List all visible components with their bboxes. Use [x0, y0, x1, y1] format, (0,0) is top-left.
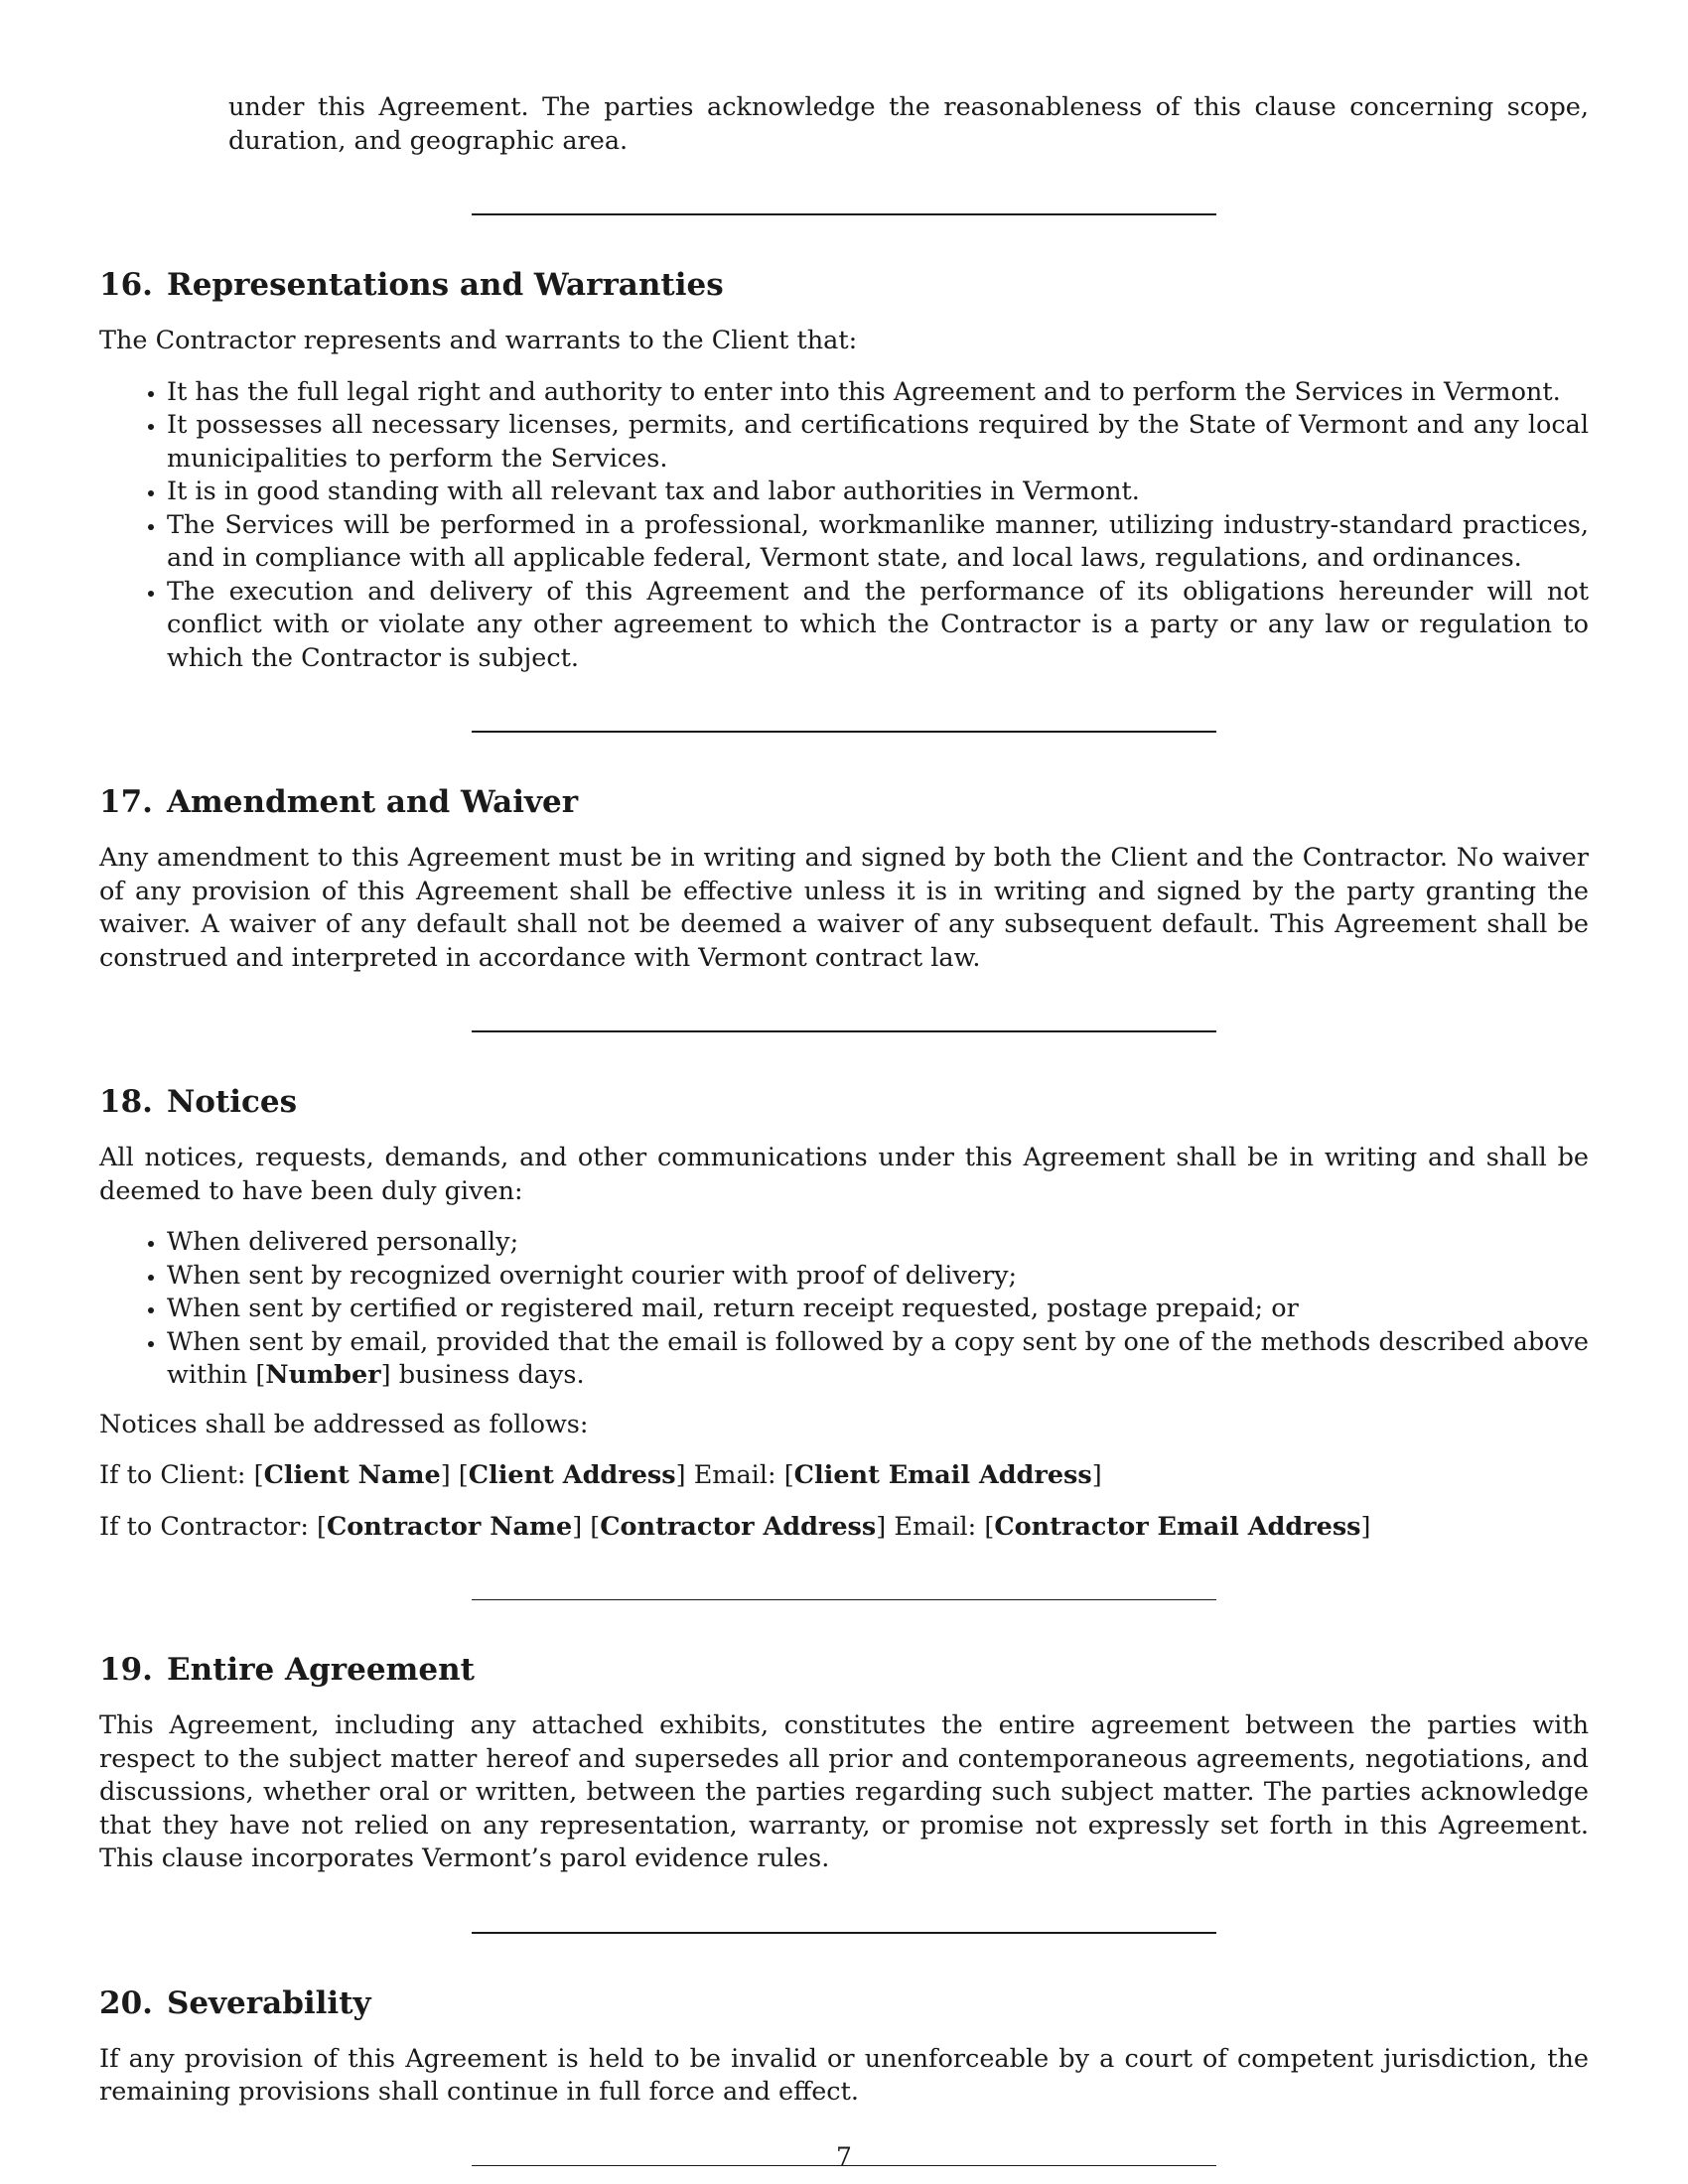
section-19-heading: [99, 1650, 1589, 1690]
section-title: Severability: [166, 1984, 371, 2021]
list-item: • When sent by recognized overnight courier with proof of delivery;: [167, 1260, 1589, 1294]
section-18-lead: All notices, requests, demands, and other communications under this Agreement shall be in writing and shall be deemed to have been duly given:: [99, 1143, 1589, 1206]
section-divider: [472, 731, 1216, 733]
section-number: 19.: [99, 1652, 153, 1688]
section-title: Notices: [166, 1084, 298, 1120]
contractor-notice-address: If to Contractor: [Contractor Name] [Contractor Address] Email: [Contractor Email Address]: [99, 1511, 1371, 1542]
section-divider: [472, 213, 1216, 215]
section-18-heading: [99, 1082, 1589, 1122]
placeholder-contractor-name: Contractor Name: [326, 1511, 573, 1542]
list-item: • The Services will be performed in a professional, workmanlike manner, utilizing industry-standard practices, and in compliance with all applicable federal, Vermont state, and local laws, regulations, and ordinances.: [167, 509, 1589, 576]
placeholder-client-email: Client Email Address: [793, 1460, 1092, 1490]
list-item: • It is in good standing with all relevant tax and labor authorities in Vermont.: [167, 476, 1589, 509]
list-item: • When delivered personally;: [167, 1226, 1589, 1260]
section-number: 16.: [99, 267, 153, 303]
contractor-label: If to Contractor:: [99, 1511, 309, 1542]
section-title: Entire Agreement: [166, 1652, 475, 1688]
section-19-body: This Agreement, including any attached exhibits, constitutes the entire agreement between the parties with respect to the subject matter hereof and supersedes all prior and contemporaneous agreements, negotiations, and discussions, whether oral or written, between the parties regarding such subject matter. The parties acknowledge that they have not relied on any representation, warranty, or promise not expressly set forth in this Agreement. This clause incorporates Vermont’s parol evidence rules.: [99, 1710, 1589, 1873]
placeholder-contractor-email: Contractor Email Address: [994, 1511, 1361, 1542]
list-item-text: When sent by email, provided that the email is followed by a copy sent by one of the methods described above within: [167, 1326, 1589, 1390]
email-label: Email:: [693, 1460, 776, 1490]
list-item: • When sent by certified or registered mail, return receipt requested, postage prepaid; or: [167, 1293, 1589, 1326]
list-item: • The execution and delivery of this Agreement and the performance of its obligations hereunder will not conflict with or violate any other agreement to which the Contractor is a party or any law or regulation to which the Contractor is subject.: [167, 576, 1589, 676]
section-20-heading: [99, 1983, 1589, 2023]
section-divider: [472, 1030, 1216, 1032]
email-label: Email:: [894, 1511, 977, 1542]
list-item: • It possesses all necessary licenses, permits, and certifications required by the State of Vermont and any local municipalities to perform the Services.: [167, 409, 1589, 476]
placeholder-contractor-address: Contractor Address: [600, 1511, 877, 1542]
section-number: 20.: [99, 1984, 153, 2021]
warranties-list: [99, 376, 1589, 676]
document-page: [99, 91, 1589, 2166]
continued-paragraph: under this Agreement. The parties acknowledge the reasonableness of this clause concerning scope, duration, and geographic area.: [228, 92, 1589, 156]
addressed-as-follows: Notices shall be addressed as follows:: [99, 1409, 589, 1439]
client-notice-address: If to Client: [Client Name] [Client Address] Email: [Client Email Address]: [99, 1460, 1102, 1490]
section-title: Amendment and Waiver: [166, 784, 579, 820]
placeholder-client-address: Client Address: [468, 1460, 676, 1490]
page-number: 7: [836, 2142, 852, 2171]
section-divider: [472, 1932, 1216, 1934]
list-item-text: business days.: [398, 1360, 585, 1390]
section-20-body: If any provision of this Agreement is held to be invalid or unenforceable by a court of competent jurisdiction, the remaining provisions shall continue in full force and effect.: [99, 2043, 1589, 2107]
section-divider: [472, 1599, 1216, 1600]
section-17-heading: [99, 782, 1589, 822]
notices-list: [99, 1226, 1589, 1393]
client-label: If to Client:: [99, 1460, 246, 1490]
placeholder-number: Number: [265, 1360, 381, 1390]
section-16-lead: The Contractor represents and warrants to the Client that:: [99, 326, 858, 355]
list-item: • It has the full legal right and authority to enter into this Agreement and to perform the Services in Vermont.: [167, 376, 1589, 410]
section-number: 17.: [99, 784, 153, 820]
section-16-heading: [99, 265, 1589, 305]
section-number: 18.: [99, 1084, 153, 1120]
list-item: • When sent by email, provided that the email is followed by a copy sent by one of the methods described above within [Number] business days.: [167, 1326, 1589, 1393]
section-title: Representations and Warranties: [166, 267, 724, 303]
section-17-body: Any amendment to this Agreement must be in writing and signed by both the Client and the Contractor. No waiver of any provision of this Agreement shall be effective unless it is in writing and signed by the party granting the waiver. A waiver of any default shall not be deemed a waiver of any subsequent default. This Agreement shall be construed and interpreted in accordance with Vermont contract law.: [99, 843, 1589, 973]
placeholder-client-name: Client Name: [263, 1460, 441, 1490]
